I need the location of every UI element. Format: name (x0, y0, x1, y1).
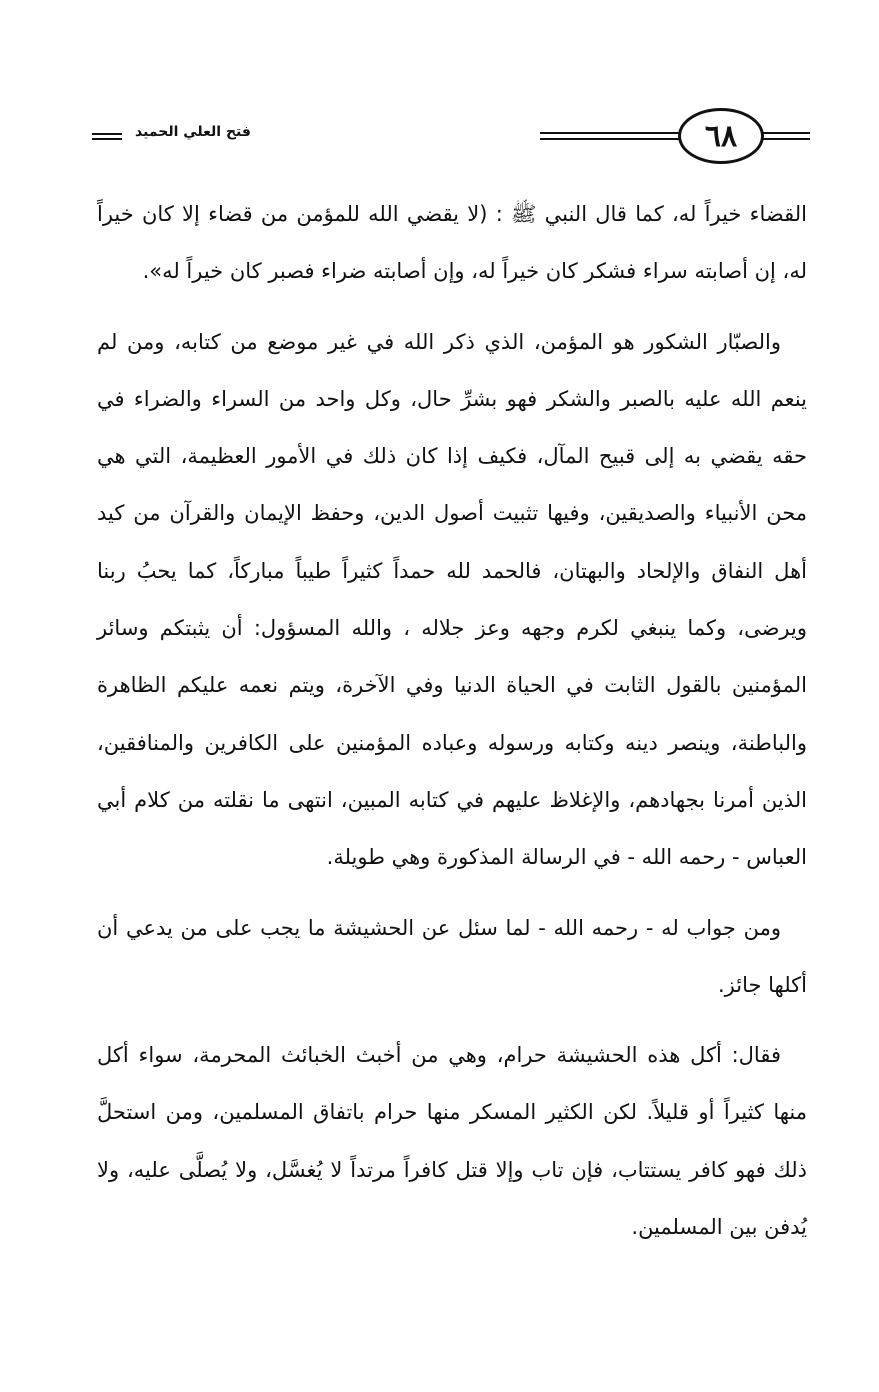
paragraph-4: فقال: أكل هذه الحشيشة حرام، وهي من أخبث الخبائث المحرمة، سواء أكل منها كثيراً أو قليلاً. لكن الكثير المسكر منها حرام باتفاق المسلمين، ومن استحلَّ ذلك فهو كافر يستتاب، فإن تاب وإلا قتل كافراً مرتداً لا يُغسَّل، ولا يُصلَّى عليه، ولا يُدفن بين المسلمين. (97, 1043, 807, 1240)
page-body (97, 186, 807, 1256)
paragraph-1: القضاء خيراً له، كما قال النبي ﷺ : (لا يقضي الله للمؤمن من قضاء إلا كان خيراً له، إن أصابته سراء فشكر كان خيراً له، وإن أصابته ضراء فصبر كان خيراً له». (97, 202, 807, 284)
page-number: ٦٨ (678, 108, 764, 164)
running-title: فتح العلي الحميد (135, 124, 251, 140)
paragraph-2: والصبّار الشكور هو المؤمن، الذي ذكر الله في غير موضع من كتابه، ومن لم ينعم الله عليه بالصبر والشكر فهو بشرِّ حال، وكل واحد من السراء والضراء في حقه يقضي به إلى قبيح المآل، فكيف إذا كان ذلك في الأمور العظيمة، التي هي محن الأنبياء والصديقين، وفيها تثبيت أصول الدين، وحفظ الإيمان والقرآن من كيد أهل النفاق والإلحاد والبهتان، فالحمد لله حمداً كثيراً طيباً مباركاً، كما يحبُ ربنا ويرضى، وكما ينبغي لكرم وجهه وعز جلاله ، والله المسؤول: أن يثبتكم وسائر المؤمنين بالقول الثابت في الحياة الدنيا وفي الآخرة، ويتم نعمه عليكم الظاهرة والباطنة، وينصر دينه وكتابه ورسوله وعباده المؤمنين على الكافرين والمنافقين، الذين أمرنا بجهادهم، والإغلاظ عليهم في كتابه المبين، انتهى ما نقلته من كلام أبي العباس - رحمه الله - في الرسالة المذكورة وهي طويلة. (97, 329, 807, 870)
header-rule-right (540, 132, 810, 140)
header-rule-left (92, 133, 122, 140)
page-header (0, 0, 879, 175)
paragraph-3: ومن جواب له - رحمه الله - لما سئل عن الحشيشة ما يجب على من يدعي أن أكلها جائز. (97, 915, 807, 997)
